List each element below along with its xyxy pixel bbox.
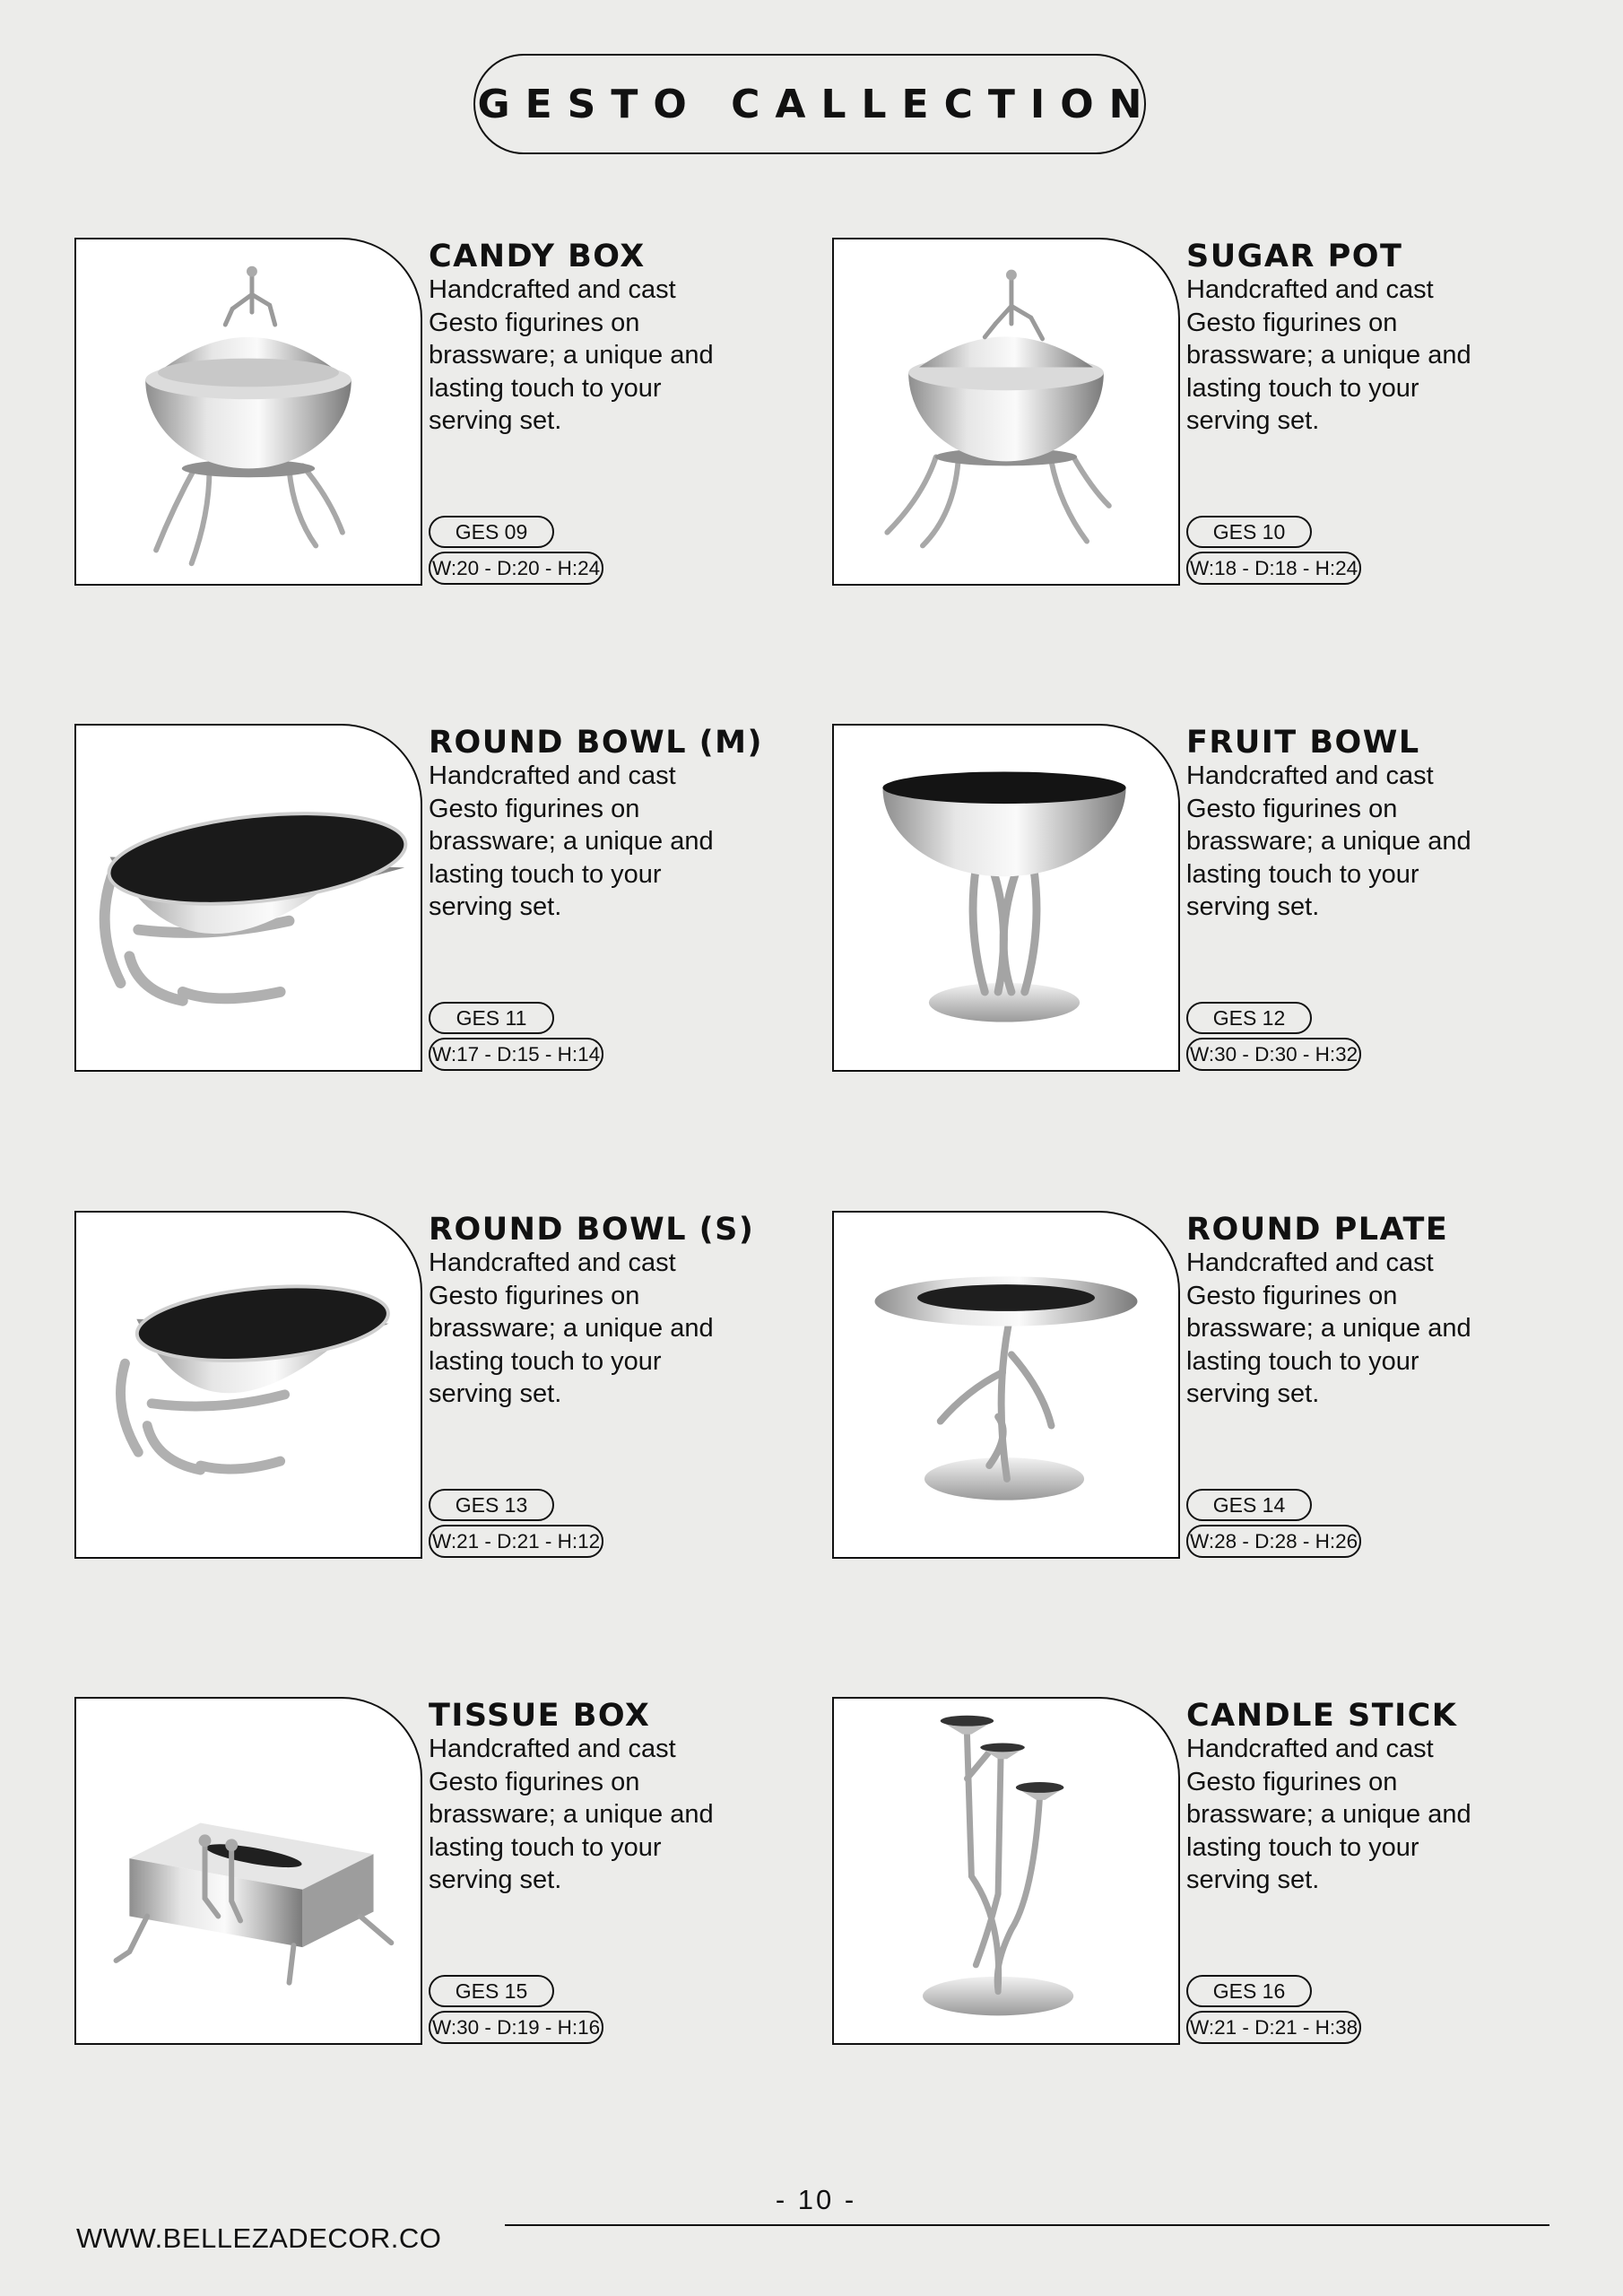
product-code-badge: GES 09 bbox=[429, 516, 554, 548]
product-card-tissue-box bbox=[74, 1697, 810, 2047]
round-bowl-image bbox=[74, 724, 422, 1072]
round-bowl-image bbox=[74, 1211, 422, 1559]
product-card-fruit-bowl bbox=[832, 724, 1567, 1074]
candy-box-image bbox=[74, 238, 422, 586]
product-name: ROUND PLATE bbox=[1186, 1212, 1449, 1248]
tissue-box-image bbox=[74, 1697, 422, 2045]
website-link[interactable]: WWW.BELLEZADECOR.CO bbox=[76, 2222, 442, 2254]
product-dimensions-badge: W:21 - D:21 - H:12 bbox=[429, 1525, 603, 1558]
product-description: Handcrafted and cast Gesto figurines on brassware; a unique and lasting touch to your serving set. bbox=[429, 1248, 714, 1408]
product-card-round-bowl-s bbox=[74, 1211, 810, 1561]
product-description: Handcrafted and cast Gesto figurines on brassware; a unique and lasting touch to your serving set. bbox=[1186, 1735, 1471, 1894]
collection-title-badge bbox=[473, 54, 1158, 154]
product-description: Handcrafted and cast Gesto figurines on brassware; a unique and lasting touch to your serving set. bbox=[1186, 1248, 1471, 1408]
product-code-badge: GES 10 bbox=[1186, 516, 1312, 548]
product-code-badge: GES 13 bbox=[429, 1489, 554, 1521]
product-code-badge: GES 12 bbox=[1186, 1002, 1312, 1034]
product-code-badge: GES 16 bbox=[1186, 1975, 1312, 2007]
product-dimensions-badge: W:18 - D:18 - H:24 bbox=[1186, 552, 1361, 585]
product-name: CANDY BOX bbox=[429, 239, 646, 274]
product-name: TISSUE BOX bbox=[429, 1698, 651, 1734]
product-description: Handcrafted and cast Gesto figurines on brassware; a unique and lasting touch to your serving set. bbox=[1186, 761, 1471, 921]
product-card-sugar-pot bbox=[832, 238, 1567, 587]
product-dimensions-badge: W:30 - D:30 - H:32 bbox=[1186, 1038, 1361, 1071]
round-plate-image bbox=[832, 1211, 1180, 1559]
product-name: CANDLE STICK bbox=[1186, 1698, 1458, 1734]
footer-divider bbox=[505, 2224, 1549, 2226]
page-number: - 10 - bbox=[775, 2184, 857, 2215]
product-name: FRUIT BOWL bbox=[1186, 725, 1420, 761]
product-name: SUGAR POT bbox=[1186, 239, 1403, 274]
product-dimensions-badge: W:17 - D:15 - H:14 bbox=[429, 1038, 603, 1071]
product-code-badge: GES 14 bbox=[1186, 1489, 1312, 1521]
collection-title: GESTO CALLECTION bbox=[477, 81, 1158, 127]
product-code-badge: GES 15 bbox=[429, 1975, 554, 2007]
product-description: Handcrafted and cast Gesto figurines on brassware; a unique and lasting touch to your serving set. bbox=[429, 275, 714, 435]
product-description: Handcrafted and cast Gesto figurines on brassware; a unique and lasting touch to your serving set. bbox=[429, 761, 714, 921]
product-dimensions-badge: W:28 - D:28 - H:26 bbox=[1186, 1525, 1361, 1558]
product-description: Handcrafted and cast Gesto figurines on brassware; a unique and lasting touch to your serving set. bbox=[429, 1735, 714, 1894]
product-card-candle-stick bbox=[832, 1697, 1567, 2047]
product-description: Handcrafted and cast Gesto figurines on brassware; a unique and lasting touch to your serving set. bbox=[1186, 275, 1471, 435]
product-card-round-plate bbox=[832, 1211, 1567, 1561]
fruit-bowl-image bbox=[832, 724, 1180, 1072]
product-name: ROUND BOWL (M) bbox=[429, 725, 763, 761]
product-name: ROUND BOWL (S) bbox=[429, 1212, 755, 1248]
product-dimensions-badge: W:30 - D:19 - H:16 bbox=[429, 2011, 603, 2044]
product-card-candy-box bbox=[74, 238, 810, 587]
product-card-round-bowl-m bbox=[74, 724, 810, 1074]
product-code-badge: GES 11 bbox=[429, 1002, 554, 1034]
sugar-pot-image bbox=[832, 238, 1180, 586]
product-dimensions-badge: W:21 - D:21 - H:38 bbox=[1186, 2011, 1361, 2044]
candle-stick-image bbox=[832, 1697, 1180, 2045]
product-dimensions-badge: W:20 - D:20 - H:24 bbox=[429, 552, 603, 585]
